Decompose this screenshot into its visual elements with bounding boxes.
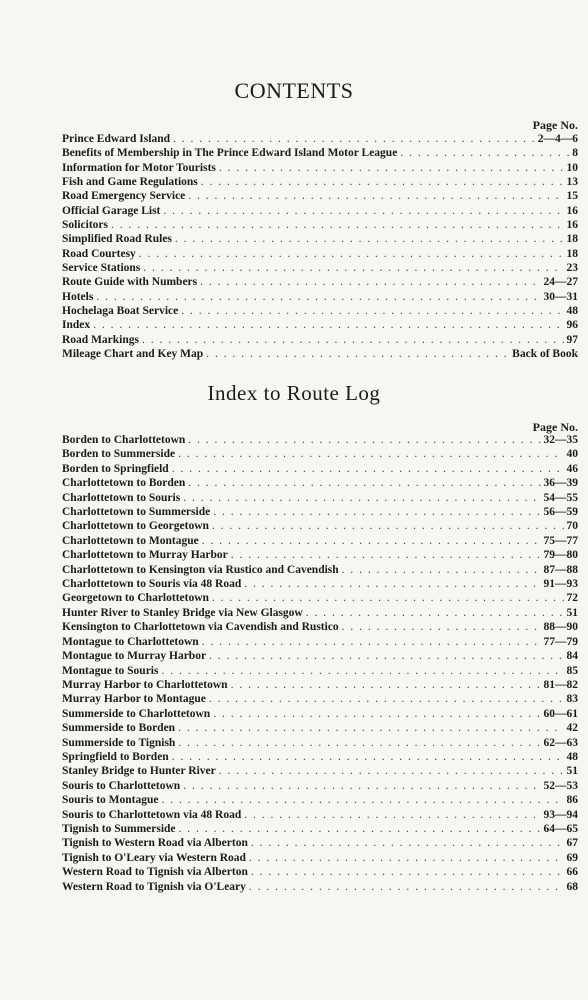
contents-entry-label: Solicitors bbox=[62, 219, 108, 232]
route-entry-label: Montague to Souris bbox=[62, 664, 159, 677]
route-entry-page: 52—53 bbox=[543, 779, 578, 792]
route-entry-page: 87—88 bbox=[543, 563, 578, 576]
route-entry-page: 70 bbox=[566, 520, 578, 533]
index-title: Index to Route Log bbox=[207, 381, 381, 405]
route-entry bbox=[62, 636, 578, 650]
route-entry-label: Tignish to Summerside bbox=[62, 822, 176, 835]
route-entry-label: Borden to Charlottetown bbox=[62, 434, 186, 446]
route-entry bbox=[62, 607, 578, 621]
dot-leader bbox=[213, 708, 540, 720]
route-entry-page: 85 bbox=[566, 664, 578, 677]
route-entry-page: 93—94 bbox=[543, 808, 578, 821]
dot-leader bbox=[188, 434, 540, 446]
dot-leader bbox=[178, 448, 563, 460]
dot-leader bbox=[178, 737, 540, 749]
contents-entry bbox=[62, 262, 578, 276]
route-entry bbox=[62, 592, 578, 606]
route-entry-page: 32—35 bbox=[543, 434, 578, 446]
dot-leader bbox=[251, 866, 564, 878]
contents-entry-page: 96 bbox=[566, 319, 578, 332]
route-entry bbox=[62, 780, 578, 794]
route-entry bbox=[62, 477, 578, 491]
contents-title: CONTENTS bbox=[234, 78, 354, 103]
dot-leader bbox=[249, 881, 564, 893]
route-entry-page: 51 bbox=[566, 606, 578, 619]
contents-entry-label: Fish and Game Regulations bbox=[62, 176, 198, 189]
dot-leader bbox=[219, 765, 564, 777]
route-entry-label: Charlottetown to Souris bbox=[62, 491, 181, 504]
route-entry-page: 79—80 bbox=[543, 549, 578, 562]
route-entry bbox=[62, 621, 578, 635]
route-entry bbox=[62, 463, 578, 477]
dot-leader bbox=[231, 549, 541, 561]
route-entry bbox=[62, 665, 578, 679]
dot-leader bbox=[173, 133, 535, 145]
contents-entry-label: Information for Motor Tourists bbox=[62, 161, 216, 174]
contents-entry-label: Simplified Road Rules bbox=[62, 233, 172, 246]
route-entry bbox=[62, 881, 578, 895]
dot-leader bbox=[212, 520, 564, 532]
contents-entry-page: 16 bbox=[566, 204, 578, 217]
route-entry bbox=[62, 564, 578, 578]
dot-leader bbox=[161, 794, 563, 806]
contents-entry-label: Official Garage List bbox=[62, 204, 161, 217]
dot-leader bbox=[178, 722, 563, 734]
route-entry-label: Tignish to Western Road via Alberton bbox=[62, 837, 248, 850]
contents-entry-page: 97 bbox=[566, 333, 578, 346]
dot-leader bbox=[219, 162, 564, 174]
contents-entry-label: Benefits of Membership in The Prince Edward Island Motor League bbox=[62, 147, 398, 160]
contents-entry-label: Prince Edward Island bbox=[62, 133, 170, 145]
route-entry bbox=[62, 520, 578, 534]
contents-entry bbox=[62, 190, 578, 204]
route-entry bbox=[62, 823, 578, 837]
contents-entry bbox=[62, 147, 578, 161]
route-entry-label: Montague to Murray Harbor bbox=[62, 650, 207, 663]
dot-leader bbox=[143, 262, 563, 274]
contents-entry-page: Back of Book bbox=[512, 348, 578, 361]
route-entry bbox=[62, 448, 578, 462]
route-entry-page: 56—59 bbox=[543, 506, 578, 519]
route-entry-label: Summerside to Charlottetown bbox=[62, 707, 211, 720]
route-entry bbox=[62, 535, 578, 549]
dot-leader bbox=[306, 607, 564, 619]
dot-leader bbox=[188, 190, 563, 202]
contents-entry-label: Service Stations bbox=[62, 262, 141, 275]
dot-leader bbox=[139, 248, 564, 260]
route-entry-page: 86 bbox=[566, 794, 578, 807]
dot-leader bbox=[213, 506, 540, 518]
contents-entry-page: 13 bbox=[566, 176, 578, 189]
dot-leader bbox=[209, 693, 564, 705]
index-list bbox=[62, 434, 578, 895]
contents-entry-page: 10 bbox=[566, 161, 578, 174]
route-entry-page: 36—39 bbox=[543, 477, 578, 490]
route-entry bbox=[62, 852, 578, 866]
route-entry bbox=[62, 794, 578, 808]
route-entry-label: Souris to Montague bbox=[62, 794, 159, 807]
route-entry-page: 69 bbox=[566, 851, 578, 864]
dot-leader bbox=[209, 650, 563, 662]
dot-leader bbox=[200, 276, 540, 288]
contents-entry bbox=[62, 233, 578, 247]
route-entry-label: Charlottetown to Borden bbox=[62, 477, 186, 490]
contents-entry-page: 18 bbox=[566, 247, 578, 260]
dot-leader bbox=[175, 233, 564, 245]
route-entry bbox=[62, 679, 578, 693]
contents-entry-page: 2—4—6 bbox=[537, 133, 578, 145]
route-entry-page: 88—90 bbox=[543, 621, 578, 634]
contents-entry-label: Hochelaga Boat Service bbox=[62, 305, 179, 318]
contents-list bbox=[62, 133, 578, 363]
dot-leader bbox=[93, 319, 563, 331]
dot-leader bbox=[206, 348, 509, 360]
dot-leader bbox=[251, 837, 564, 849]
route-entry-page: 83 bbox=[566, 693, 578, 706]
contents-entry-label: Index bbox=[62, 319, 91, 332]
dot-leader bbox=[172, 463, 564, 475]
route-entry-label: Charlottetown to Kensington via Rustico and Cavendish bbox=[62, 563, 339, 576]
route-entry bbox=[62, 722, 578, 736]
route-entry-page: 51 bbox=[566, 765, 578, 778]
route-entry-page: 46 bbox=[566, 462, 578, 475]
route-entry bbox=[62, 737, 578, 751]
dot-leader bbox=[142, 334, 564, 346]
route-entry-page: 75—77 bbox=[543, 534, 578, 547]
route-entry-label: Springfield to Borden bbox=[62, 750, 169, 763]
contents-entry-page: 24—27 bbox=[543, 276, 578, 289]
route-entry-page: 62—63 bbox=[543, 736, 578, 749]
route-entry-label: Murray Harbor to Montague bbox=[62, 693, 206, 706]
route-entry-page: 54—55 bbox=[543, 491, 578, 504]
index-page-no-header: Page No. bbox=[532, 420, 578, 434]
route-entry-label: Souris to Charlottetown bbox=[62, 779, 181, 792]
route-entry bbox=[62, 492, 578, 506]
route-entry-label: Montague to Charlottetown bbox=[62, 635, 199, 648]
route-entry-page: 64—65 bbox=[543, 822, 578, 835]
contents-entry bbox=[62, 205, 578, 219]
route-entry-page: 48 bbox=[566, 750, 578, 763]
route-entry bbox=[62, 650, 578, 664]
contents-entry-page: 15 bbox=[566, 190, 578, 203]
contents-entry-page: 18 bbox=[566, 233, 578, 246]
dot-leader bbox=[163, 205, 563, 217]
route-entry bbox=[62, 506, 578, 520]
contents-entry-page: 30—31 bbox=[543, 290, 578, 303]
route-entry-label: Charlottetown to Georgetown bbox=[62, 520, 209, 533]
contents-entry-label: Road Courtesy bbox=[62, 247, 136, 260]
dot-leader bbox=[202, 636, 541, 648]
route-entry-page: 42 bbox=[566, 722, 578, 735]
route-entry-page: 91—93 bbox=[543, 578, 578, 591]
dot-leader bbox=[181, 305, 563, 317]
dot-leader bbox=[161, 665, 563, 677]
route-entry-label: Borden to Summerside bbox=[62, 448, 176, 461]
contents-entry bbox=[62, 348, 578, 362]
dot-leader bbox=[96, 291, 540, 303]
route-entry-page: 60—61 bbox=[543, 707, 578, 720]
route-entry-page: 77—79 bbox=[543, 635, 578, 648]
contents-entry bbox=[62, 305, 578, 319]
route-entry-label: Kensington to Charlottetown via Cavendish and Rustico bbox=[62, 621, 339, 634]
contents-entry-page: 8 bbox=[572, 147, 578, 160]
route-entry bbox=[62, 549, 578, 563]
route-entry bbox=[62, 578, 578, 592]
dot-leader bbox=[183, 780, 540, 792]
route-entry-label: Summerside to Tignish bbox=[62, 736, 176, 749]
dot-leader bbox=[249, 852, 564, 864]
route-entry-label: Georgetown to Charlottetown bbox=[62, 592, 209, 605]
route-entry bbox=[62, 866, 578, 880]
dot-leader bbox=[183, 492, 540, 504]
route-entry-label: Charlottetown to Montague bbox=[62, 534, 199, 547]
contents-entry bbox=[62, 276, 578, 290]
route-entry-page: 81—82 bbox=[543, 678, 578, 691]
contents-entry bbox=[62, 248, 578, 262]
dot-leader bbox=[111, 219, 564, 231]
contents-entry-label: Hotels bbox=[62, 290, 94, 303]
contents-entry-page: 16 bbox=[566, 219, 578, 232]
route-entry-label: Hunter River to Stanley Bridge via New Glasgow bbox=[62, 606, 303, 619]
contents-entry bbox=[62, 291, 578, 305]
dot-leader bbox=[202, 535, 541, 547]
contents-entry bbox=[62, 319, 578, 333]
route-entry-page: 84 bbox=[566, 650, 578, 663]
route-entry-page: 40 bbox=[566, 448, 578, 461]
route-entry-label: Western Road to Tignish via O'Leary bbox=[62, 880, 246, 893]
route-entry-label: Charlottetown to Murray Harbor bbox=[62, 549, 228, 562]
route-entry bbox=[62, 434, 578, 448]
route-entry-label: Stanley Bridge to Hunter River bbox=[62, 765, 216, 778]
contents-entry bbox=[62, 219, 578, 233]
dot-leader bbox=[172, 751, 564, 763]
dot-leader bbox=[400, 147, 569, 159]
route-entry-page: 67 bbox=[566, 837, 578, 850]
contents-entry bbox=[62, 162, 578, 176]
route-entry bbox=[62, 693, 578, 707]
route-entry-label: Charlottetown to Summerside bbox=[62, 506, 211, 519]
dot-leader bbox=[212, 592, 564, 604]
dot-leader bbox=[179, 823, 541, 835]
contents-entry bbox=[62, 334, 578, 348]
contents-entry bbox=[62, 133, 578, 147]
route-entry bbox=[62, 765, 578, 779]
contents-page-no-header: Page No. bbox=[532, 118, 578, 132]
contents-entry bbox=[62, 176, 578, 190]
dot-leader bbox=[188, 477, 540, 489]
route-entry-label: Charlottetown to Souris via 48 Road bbox=[62, 578, 242, 591]
route-entry bbox=[62, 708, 578, 722]
dot-leader bbox=[342, 621, 541, 633]
dot-leader bbox=[244, 809, 540, 821]
route-entry-page: 68 bbox=[566, 880, 578, 893]
contents-entry-label: Mileage Chart and Key Map bbox=[62, 348, 204, 361]
contents-entry-label: Road Emergency Service bbox=[62, 190, 186, 203]
route-entry-page: 72 bbox=[566, 592, 578, 605]
dot-leader bbox=[244, 578, 540, 590]
route-entry bbox=[62, 751, 578, 765]
route-entry-label: Borden to Springfield bbox=[62, 462, 169, 475]
route-entry-label: Tignish to O'Leary via Western Road bbox=[62, 851, 246, 864]
dot-leader bbox=[201, 176, 564, 188]
contents-entry-label: Route Guide with Numbers bbox=[62, 276, 198, 289]
route-entry bbox=[62, 837, 578, 851]
route-entry-page: 66 bbox=[566, 866, 578, 879]
dot-leader bbox=[231, 679, 541, 691]
contents-entry-label: Road Markings bbox=[62, 333, 139, 346]
dot-leader bbox=[342, 564, 541, 576]
route-entry-label: Souris to Charlottetown via 48 Road bbox=[62, 808, 242, 821]
contents-entry-page: 23 bbox=[566, 262, 578, 275]
route-entry-label: Western Road to Tignish via Alberton bbox=[62, 866, 248, 879]
route-entry-label: Murray Harbor to Charlottetown bbox=[62, 678, 228, 691]
contents-entry-page: 48 bbox=[566, 305, 578, 318]
route-entry-label: Summerside to Borden bbox=[62, 722, 176, 735]
route-entry bbox=[62, 809, 578, 823]
